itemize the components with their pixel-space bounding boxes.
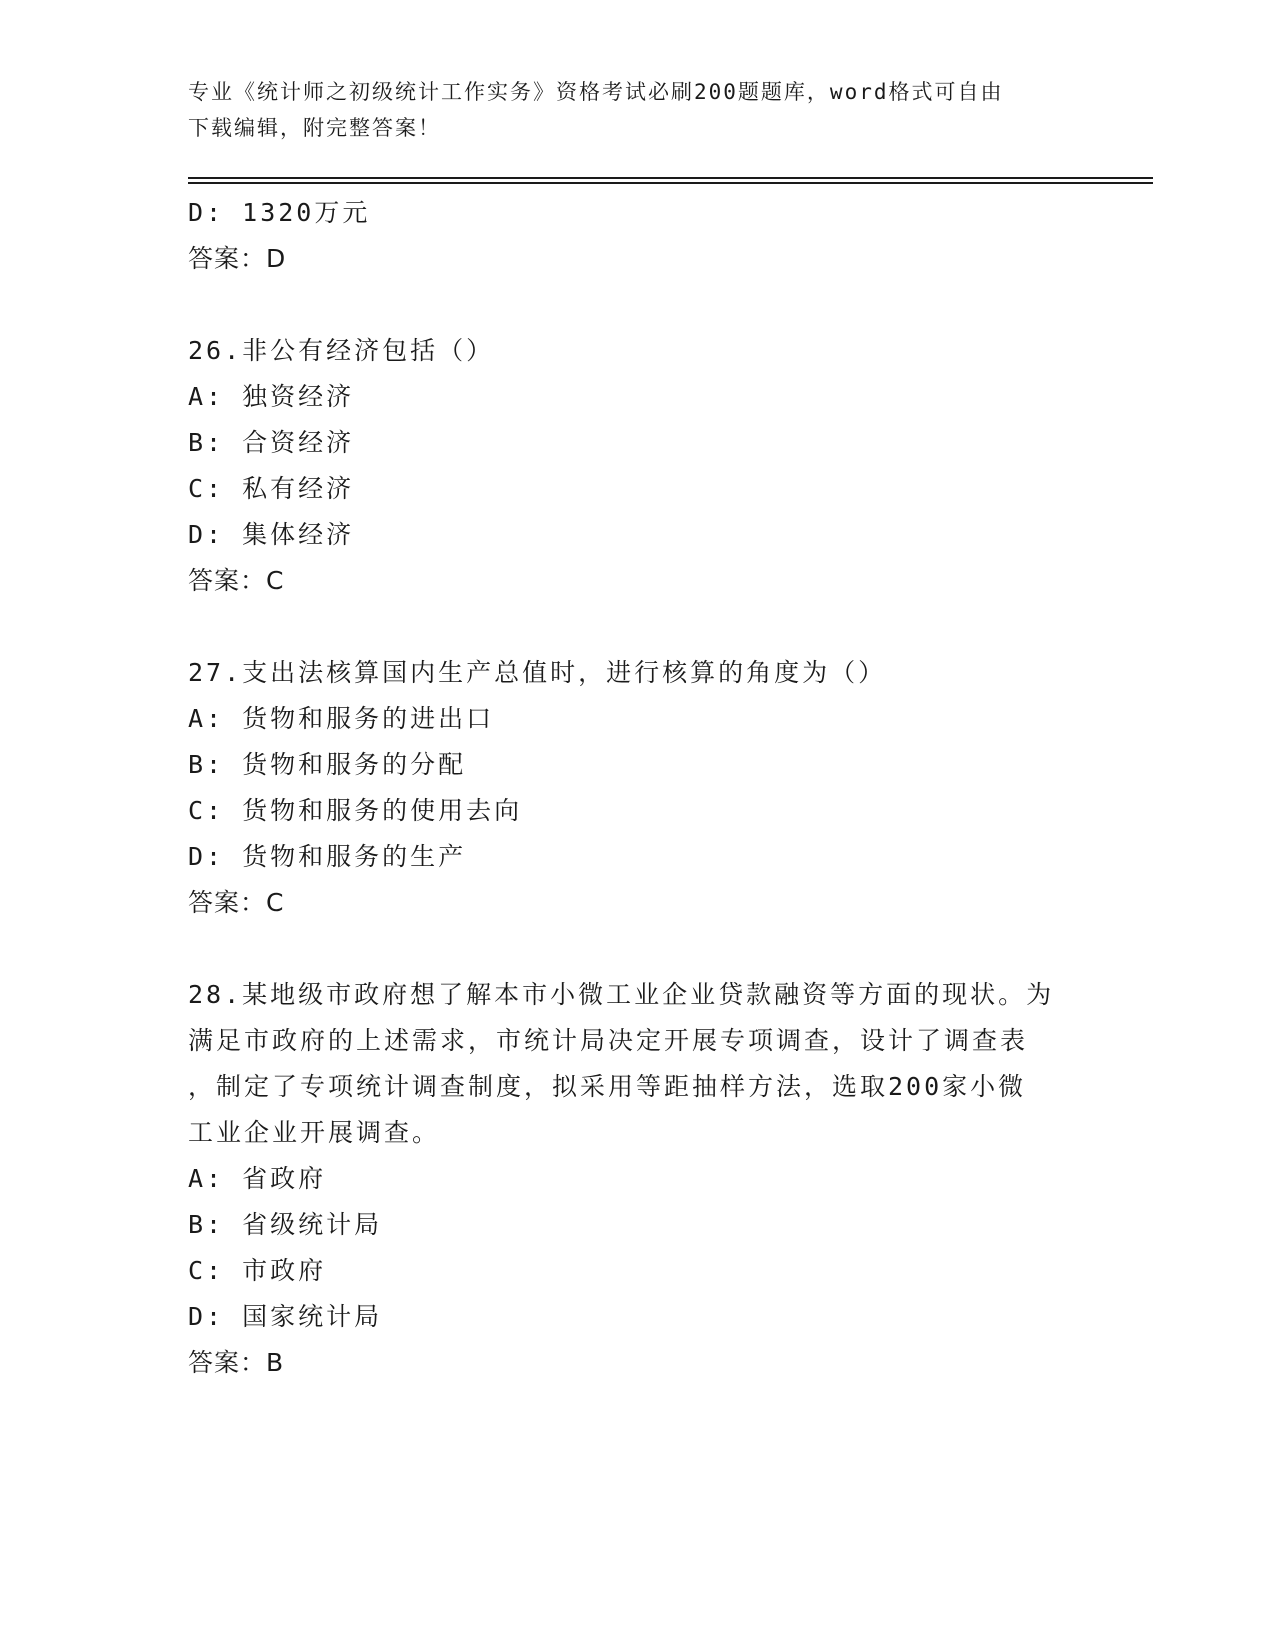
document-header xyxy=(188,74,1088,146)
option-c: C: 货物和服务的使用去向 xyxy=(188,796,523,825)
answer: 答案：B xyxy=(188,1348,285,1377)
option-b: B: 货物和服务的分配 xyxy=(188,750,467,779)
question-title-line-2: 满足市政府的上述需求，市统计局决定开展专项调查，设计了调查表 xyxy=(188,1026,1029,1055)
question-27 xyxy=(188,650,1088,926)
option-b: B: 省级统计局 xyxy=(188,1210,383,1239)
question-title-line-1: 28.某地级市政府想了解本市小微工业企业贷款融资等方面的现状。为 xyxy=(188,980,1055,1009)
option-a: A: 省政府 xyxy=(188,1164,327,1193)
option-d: D: 集体经济 xyxy=(188,520,355,549)
question-list xyxy=(188,190,1088,1386)
header-divider-bottom xyxy=(188,182,1153,184)
spacer xyxy=(188,282,1088,328)
answer: 答案：C xyxy=(188,888,285,917)
option-c: C: 市政府 xyxy=(188,1256,327,1285)
option-d: D: 货物和服务的生产 xyxy=(188,842,467,871)
option-a: A: 货物和服务的进出口 xyxy=(188,704,495,733)
question-25 xyxy=(188,190,1088,282)
header-line-1: 专业《统计师之初级统计工作实务》资格考试必刷200题题库，word格式可自由 xyxy=(188,80,1004,104)
header-line-2: 下载编辑，附完整答案！ xyxy=(188,116,441,140)
answer: 答案：C xyxy=(188,566,285,595)
option-c: C: 私有经济 xyxy=(188,474,355,503)
option-b: B: 合资经济 xyxy=(188,428,355,457)
option-a: A: 独资经济 xyxy=(188,382,355,411)
option-d: D: 1320万元 xyxy=(188,198,371,227)
spacer xyxy=(188,926,1088,972)
answer: 答案：D xyxy=(188,244,287,273)
spacer xyxy=(188,604,1088,650)
question-28 xyxy=(188,972,1088,1386)
header-divider-top xyxy=(188,177,1153,179)
question-26 xyxy=(188,328,1088,604)
option-d: D: 国家统计局 xyxy=(188,1302,383,1331)
question-title-line-3: ，制定了专项统计调查制度，拟采用等距抽样方法，选取200家小微 xyxy=(188,1072,1027,1101)
question-title: 27.支出法核算国内生产总值时，进行核算的角度为（） xyxy=(188,658,887,687)
question-title: 26.非公有经济包括（） xyxy=(188,336,495,365)
question-title-line-4: 工业企业开展调查。 xyxy=(188,1118,441,1147)
